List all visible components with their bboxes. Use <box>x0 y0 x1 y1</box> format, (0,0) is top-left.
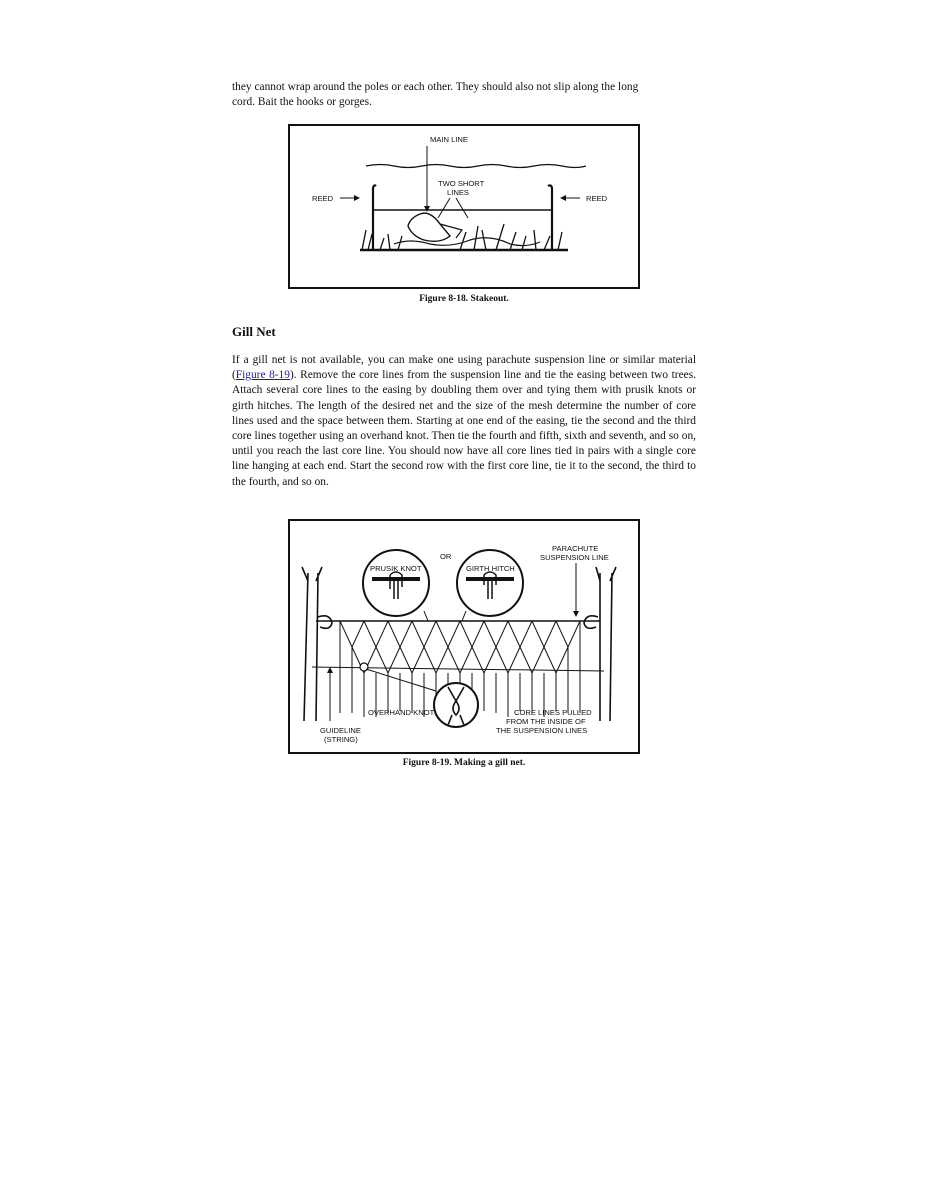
prusik-knot-detail-circle <box>363 550 429 616</box>
figure-8-19-link[interactable]: Figure 8-19 <box>235 369 290 382</box>
label-guideline-1: GUIDELINE <box>320 726 361 735</box>
figure-8-18-caption: Figure 8-18. Stakeout. <box>419 294 509 304</box>
stakeout-illustration <box>290 126 638 287</box>
label-core-lines-2: FROM THE INSIDE OF <box>506 717 586 726</box>
paragraph-text-start: If a gill net is not available, you can make one using parachute suspension line or similar material ( <box>232 354 696 382</box>
label-guideline-2: (STRING) <box>324 735 358 744</box>
label-overhand-knot: OVERHAND KNOT <box>368 708 435 717</box>
label-parachute-1: PARACHUTE <box>552 544 599 553</box>
label-parachute-2: SUSPENSION LINE <box>540 553 609 562</box>
girth-hitch-detail-circle <box>457 550 523 616</box>
intro-line-1: they cannot wrap around the poles or each other. They should also not slip along the long <box>232 81 639 93</box>
figure-stakeout <box>288 124 640 289</box>
label-main-line: MAIN LINE <box>430 135 468 144</box>
figure-8-19-caption: Figure 8-19. Making a gill net. <box>402 758 526 768</box>
label-girth-hitch: GIRTH HITCH <box>466 564 515 573</box>
label-or: OR <box>440 552 452 561</box>
overhand-knot-detail-circle <box>434 683 478 727</box>
gill-net-illustration <box>290 521 638 752</box>
label-two-short-2: LINES <box>447 188 469 197</box>
figure-gill-net <box>288 519 640 754</box>
label-two-short-1: TWO SHORT <box>438 179 485 188</box>
label-reed-right: REED <box>586 194 608 203</box>
label-prusik-knot: PRUSIK KNOT <box>370 564 422 573</box>
paragraph-text-end: ). Remove the core lines from the suspension line and tie the easing between two trees. Attach several core lines to the easing by doubling them over and tying them with prusik knots or girth hitches. The length of the desired net and the size of the mesh determine the number of core lines used and the space between them. Starting at one end of the easing, tie the second and the third core lines together using an overhand knot. Then tie the fourth and fifth, sixth and seventh, and so on, until you reach the last core line. You should now have all core lines tied in pairs with a single core line hanging at each end. Start the second row with the first core line, tie it to the second, the third to the fourth, and so on. <box>232 369 696 488</box>
section-title: Gill Net <box>232 324 276 339</box>
gill-net-paragraph <box>232 353 696 490</box>
label-core-lines-3: THE SUSPENSION LINES <box>496 726 588 735</box>
intro-line-2: cord. Bait the hooks or gorges. <box>232 96 372 108</box>
label-reed-left: REED <box>312 194 334 203</box>
label-core-lines-1: CORE LINES PULLED <box>514 708 592 717</box>
